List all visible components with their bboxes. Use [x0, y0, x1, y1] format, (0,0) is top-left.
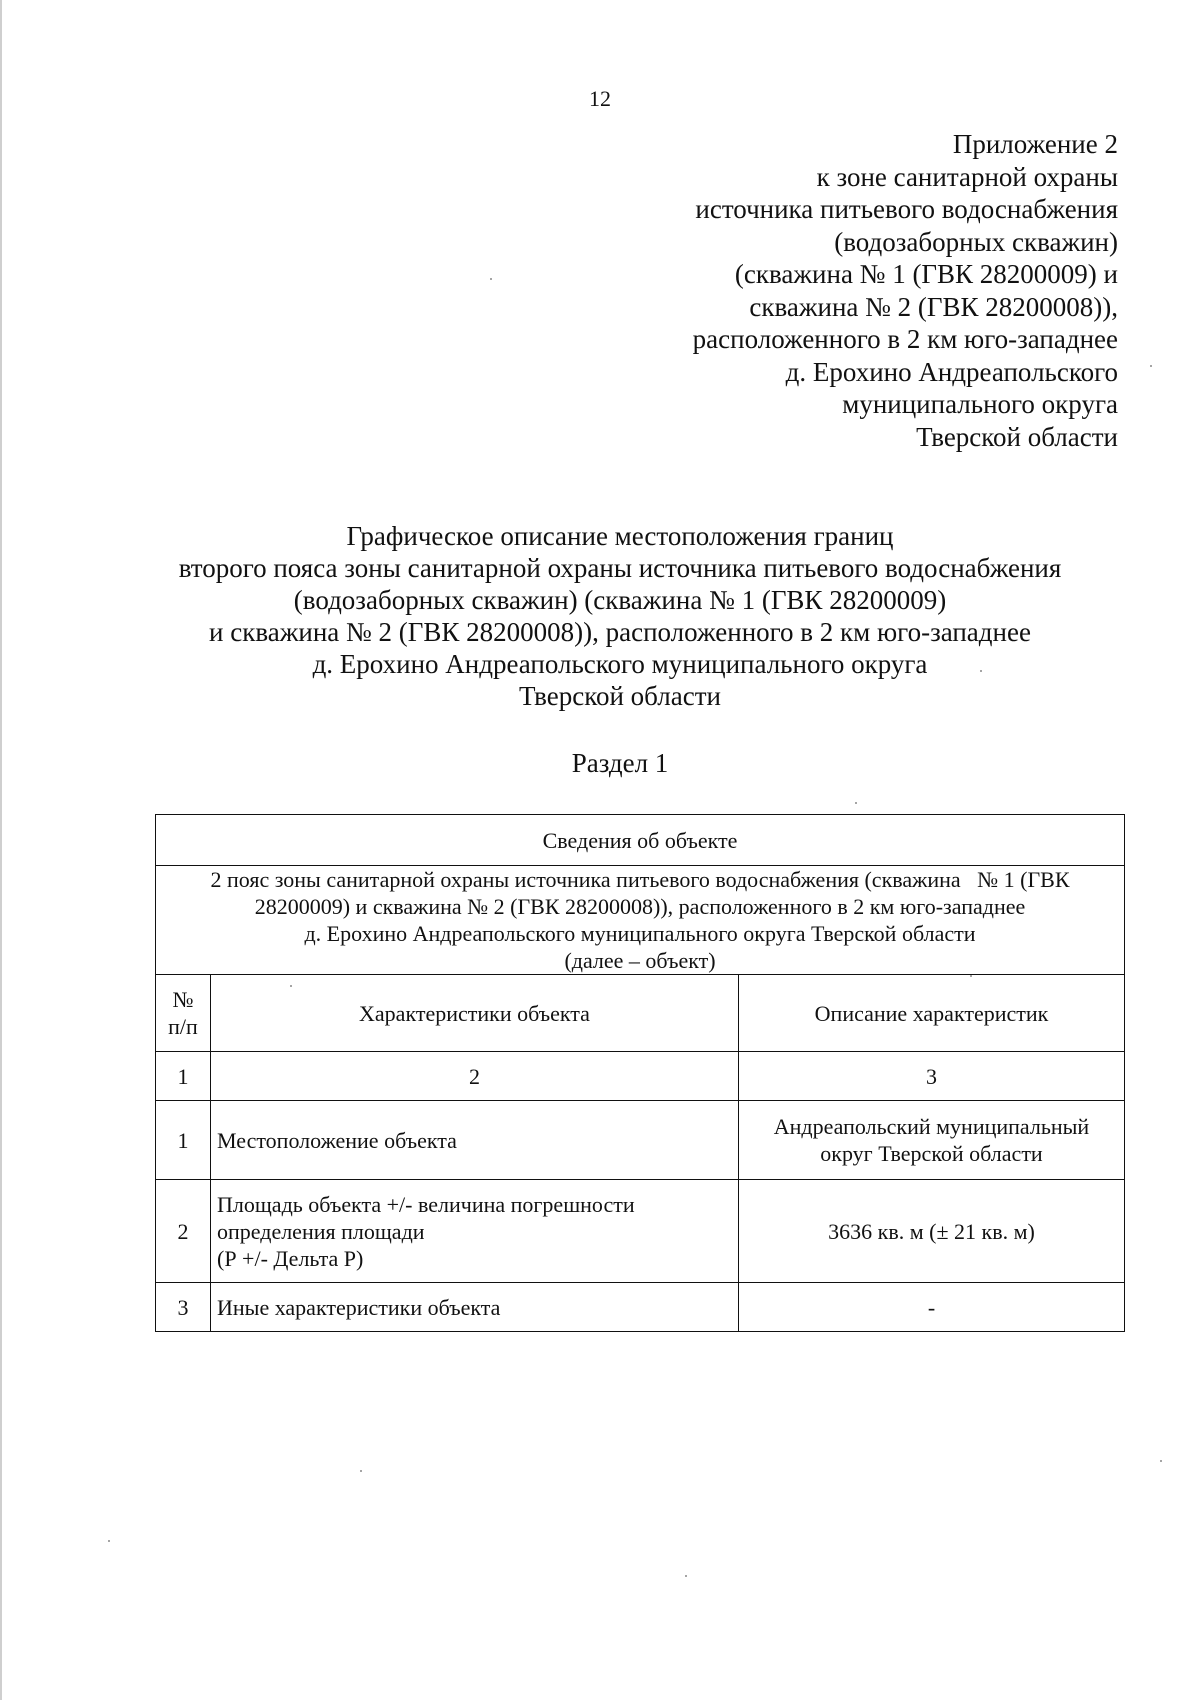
appendix-line: источника питьевого водоснабжения	[695, 194, 1118, 224]
scan-speck	[980, 670, 982, 672]
row-description-line: Андреапольский муниципальный	[773, 1114, 1090, 1139]
scan-speck	[970, 975, 972, 977]
appendix-header	[478, 128, 1118, 453]
scan-speck	[360, 1470, 362, 1472]
object-description	[156, 866, 1125, 975]
row-description	[739, 1283, 1125, 1332]
section-title: Раздел 1	[571, 748, 669, 778]
row-characteristic-line: Местоположение объекта	[217, 1127, 457, 1153]
title-line: и скважина № 2 (ГВК 28200008)), расположенного в 2 км юго-западнее	[209, 617, 1031, 647]
object-line: д. Ерохино Андреапольского муниципального округа Тверской области	[304, 921, 976, 946]
scan-speck	[685, 1575, 687, 1577]
row-description	[739, 1180, 1125, 1283]
appendix-line: (водозаборных скважин)	[834, 226, 1118, 257]
row-characteristic-line: (Р +/- Дельта Р)	[217, 1245, 364, 1271]
row-number: 2	[156, 1180, 211, 1283]
column-header-characteristic: Характеристики объекта	[211, 975, 739, 1052]
column-number: 2	[211, 1052, 739, 1101]
row-characteristic-line: Площадь объекта +/- величина погрешности	[217, 1191, 635, 1217]
row-characteristic	[211, 1180, 739, 1283]
appendix-line: Приложение 2	[952, 129, 1118, 159]
table-row	[156, 1283, 1125, 1332]
title-line: Графическое описание местоположения границ	[346, 521, 894, 551]
table-row	[156, 1101, 1125, 1180]
scan-speck	[855, 802, 857, 804]
row-description-line: -	[927, 1294, 936, 1320]
page-number: 12	[589, 86, 611, 111]
row-characteristic-line: Иные характеристики объекта	[217, 1294, 501, 1320]
scan-speck	[1150, 365, 1152, 367]
appendix-line: муниципального округа	[842, 389, 1118, 419]
column-number: 1	[156, 1052, 211, 1101]
column-header-num-line: п/п	[168, 1014, 198, 1039]
appendix-line: Тверской области	[916, 421, 1118, 452]
title-line: Тверской области	[519, 681, 721, 711]
scan-edge	[0, 0, 2, 1700]
row-description	[739, 1101, 1125, 1180]
appendix-line: к зоне санитарной охраны	[816, 161, 1118, 192]
scan-speck	[490, 278, 492, 280]
column-header-num	[156, 975, 211, 1052]
appendix-line: д. Ерохино Андреапольского	[785, 356, 1118, 387]
scan-speck	[290, 985, 292, 987]
appendix-line: расположенного в 2 км юго-западнее	[692, 324, 1118, 354]
object-line: 28200009) и скважина № 2 (ГВК 28200008)), расположенного в 2 км юго-западнее	[254, 894, 1026, 919]
document-title	[120, 520, 1120, 712]
title-line: второго пояса зоны санитарной охраны источника питьевого водоснабжения	[178, 553, 1062, 583]
title-line: (водозаборных скважин) (скважина № 1 (ГВК 28200009)	[293, 585, 947, 615]
row-description-line: округ Тверской области	[820, 1141, 1043, 1166]
title-line: д. Ерохино Андреапольского муниципального округа	[312, 649, 928, 679]
scan-speck	[1160, 1460, 1162, 1462]
object-info-table	[155, 814, 1125, 1332]
object-line: (далее – объект)	[564, 948, 716, 973]
row-characteristic	[211, 1101, 739, 1180]
column-number-row	[156, 1052, 1125, 1101]
row-description-line: 3636 кв. м (± 21 кв. м)	[828, 1218, 1035, 1244]
appendix-line: скважина № 2 (ГВК 28200008)),	[749, 291, 1118, 322]
scan-speck	[108, 1540, 110, 1542]
column-header-description: Описание характеристик	[739, 975, 1125, 1052]
column-header-row	[156, 975, 1125, 1052]
appendix-line: (скважина № 1 (ГВК 28200009) и	[734, 259, 1118, 289]
row-characteristic	[211, 1283, 739, 1332]
row-characteristic-line: определения площади	[217, 1218, 425, 1244]
table-row	[156, 1180, 1125, 1283]
row-number: 3	[156, 1283, 211, 1332]
column-number: 3	[739, 1052, 1125, 1101]
object-line: 2 пояс зоны санитарной охраны источника питьевого водоснабжения (скважина № 1 (ГВК	[210, 867, 1070, 892]
table-heading: Сведения об объекте	[156, 815, 1125, 866]
object-description-row	[156, 866, 1125, 975]
row-number: 1	[156, 1101, 211, 1180]
table-heading-row	[156, 815, 1125, 866]
column-header-num-line: №	[172, 987, 194, 1012]
